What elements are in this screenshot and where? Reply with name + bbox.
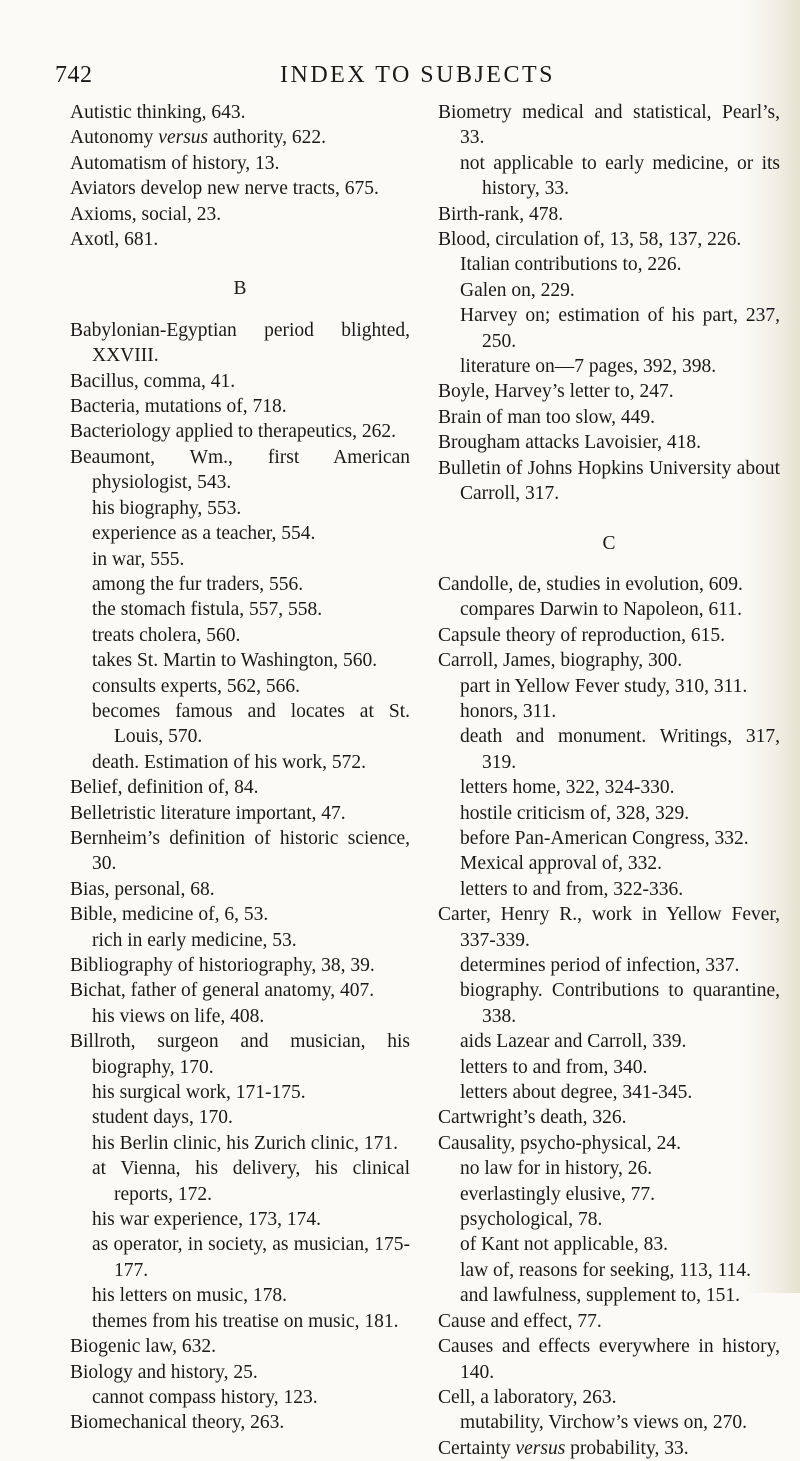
entry-text: Biometry medical and statistical, Pearl’s, 33. [438, 102, 780, 149]
entry-text: Autistic thinking, 643. [70, 102, 246, 123]
index-entry [438, 623, 780, 648]
entry-text: Brain of man too slow, 449. [438, 406, 656, 428]
italic-text: versus [158, 127, 209, 149]
index-subentry [438, 303, 780, 354]
entry-text: Birth-rank, 478. [438, 203, 564, 225]
entry-text: Italian contributions to, 226. [460, 254, 682, 276]
index-subentry [70, 648, 410, 673]
index-subentry [70, 1385, 410, 1410]
entry-text: Belief, definition of, 84. [70, 777, 259, 799]
index-entry [70, 826, 410, 877]
entry-text: Causes and effects everywhere in history, 140. [438, 1336, 780, 1383]
index-subentry [70, 597, 410, 622]
entry-text: B [233, 278, 247, 300]
entry-text: Bacillus, comma, 41. [70, 370, 236, 392]
index-entry [438, 202, 780, 227]
entry-text: compares Darwin to Napoleon, 611. [460, 599, 742, 621]
index-entry [438, 1309, 780, 1334]
index-entry [70, 100, 410, 125]
index-subentry [438, 1283, 780, 1308]
entry-text: Axioms, social, 23. [70, 203, 222, 225]
index-column-left [70, 100, 410, 1436]
index-entry [438, 379, 780, 404]
index-entry [70, 1334, 410, 1359]
index-subentry [70, 1207, 410, 1232]
index-subentry [70, 1004, 410, 1029]
index-subentry [70, 623, 410, 648]
entry-text: student days, 170. [92, 1107, 233, 1129]
entry-text: takes St. Martin to Washington, 560. [92, 650, 378, 672]
entry-text: mutability, Virchow’s views on, 270. [460, 1412, 747, 1434]
index-entry [70, 445, 410, 496]
entry-text: cannot compass history, 123. [92, 1386, 318, 1408]
entry-text: Aviators develop new nerve tracts, 675. [70, 178, 379, 200]
entry-text: letters to and from, 322-336. [460, 878, 684, 900]
index-entry [70, 978, 410, 1003]
entry-text: at Vienna, his delivery, his clinical reports, 172. [92, 1158, 410, 1205]
entry-text: Biology and history, 25. [70, 1361, 258, 1383]
index-subentry [70, 1156, 410, 1207]
entry-text: Belletristic literature important, 47. [70, 802, 346, 824]
entry-text: themes from his treatise on music, 181. [92, 1310, 399, 1332]
index-subentry [70, 674, 410, 699]
index-subentry [438, 278, 780, 303]
index-column-right [438, 100, 780, 1461]
index-entry [70, 151, 410, 176]
entry-text: letters to and from, 340. [460, 1056, 648, 1078]
page-number: 742 [55, 62, 93, 88]
index-subentry [438, 674, 780, 699]
entry-text: Cause and effect, 77. [438, 1310, 602, 1332]
index-subentry [70, 1105, 410, 1130]
index-subentry [438, 724, 780, 775]
entry-text: Bacteriology applied to therapeutics, 262. [70, 421, 396, 443]
entry-text: no law for in history, 26. [460, 1158, 653, 1180]
entry-text: everlastingly elusive, 77. [460, 1183, 655, 1205]
index-entry [70, 1360, 410, 1385]
index-entry [70, 775, 410, 800]
index-subentry [70, 928, 410, 953]
index-subentry [70, 521, 410, 546]
index-entry [438, 1334, 780, 1385]
entry-text: Autonomy [70, 127, 159, 149]
entry-text: Carroll, James, biography, 300. [438, 650, 683, 672]
entry-text: authority, 622. [208, 127, 327, 149]
index-subentry [438, 1182, 780, 1207]
index-subentry [70, 1309, 410, 1334]
entry-text: Bulletin of Johns Hopkins University about Carroll, 317. [438, 457, 780, 505]
index-entry [70, 227, 410, 252]
index-subentry [438, 953, 780, 978]
index-subentry [438, 151, 780, 202]
entry-text: not applicable to early medicine, or its history, 33. [460, 152, 780, 200]
index-subentry [70, 496, 410, 521]
italic-text: versus [515, 1437, 566, 1459]
entry-text: Brougham attacks Lavoisier, 418. [438, 432, 701, 454]
index-subentry [438, 1410, 780, 1435]
entry-text: Cartwright’s death, 326. [438, 1107, 627, 1129]
index-subentry [438, 978, 780, 1029]
index-entry [438, 902, 780, 953]
entry-text: treats cholera, 560. [92, 624, 241, 646]
entry-text: Automatism of history, 13. [70, 152, 280, 174]
entry-text: Bacteria, mutations of, 718. [70, 396, 287, 418]
entry-text: Biogenic law, 632. [70, 1336, 217, 1358]
index-subentry [438, 252, 780, 277]
index-entry [70, 1029, 410, 1080]
index-entry [70, 877, 410, 902]
entry-text: his views on life, 408. [92, 1005, 265, 1027]
entry-text: Bernheim’s definition of historic science, 30. [70, 827, 410, 875]
entry-text: his letters on music, 178. [92, 1285, 287, 1307]
index-subentry [438, 826, 780, 851]
index-subentry [70, 1232, 410, 1283]
entry-text: C [602, 532, 616, 554]
index-subentry [438, 877, 780, 902]
index-subentry [438, 775, 780, 800]
entry-text: aids Lazear and Carroll, 339. [460, 1031, 687, 1053]
entry-text: Bichat, father of general anatomy, 407. [70, 980, 375, 1002]
entry-text: Mexical approval of, 332. [460, 853, 662, 875]
index-entry [438, 1385, 780, 1410]
index-subentry [438, 1232, 780, 1257]
entry-text: of Kant not applicable, 83. [460, 1234, 668, 1256]
entry-text: Harvey on; estimation of his part, 237, 250. [460, 305, 780, 352]
section-letter [70, 276, 410, 301]
entry-text: Galen on, 229. [460, 279, 575, 301]
index-subentry [70, 1080, 410, 1105]
entry-text: Capsule theory of reproduction, 615. [438, 624, 726, 646]
entry-text: in war, 555. [92, 548, 185, 570]
index-entry [70, 202, 410, 227]
index-entry [70, 125, 410, 150]
entry-text: death and monument. Writings, 317, 319. [460, 726, 780, 773]
entry-text: letters about degree, 341-345. [460, 1082, 693, 1104]
entry-text: becomes famous and locates at St. Louis, 570. [92, 700, 410, 748]
index-subentry [438, 354, 780, 379]
entry-text: experience as a teacher, 554. [92, 523, 316, 545]
index-entry [438, 100, 780, 151]
index-entry [70, 953, 410, 978]
entry-text: Boyle, Harvey’s letter to, 247. [438, 381, 674, 403]
index-entry [438, 1131, 780, 1156]
index-entry [70, 801, 410, 826]
index-subentry [70, 1131, 410, 1156]
entry-text: before Pan-American Congress, 332. [460, 827, 749, 849]
entry-text: his surgical work, 171-175. [92, 1082, 306, 1104]
entry-text: Bibliography of historiography, 38, 39. [70, 955, 375, 976]
entry-text: Biomechanical theory, 263. [70, 1412, 285, 1434]
index-subentry [70, 1283, 410, 1308]
entry-text: Certainty [438, 1437, 516, 1459]
index-subentry [438, 851, 780, 876]
section-letter [438, 531, 780, 556]
index-subentry [438, 1055, 780, 1080]
entry-text: Cell, a laboratory, 263. [438, 1386, 617, 1408]
entry-text: determines period of infection, 337. [460, 955, 740, 976]
entry-text: Beaumont, Wm., first American physiologist, 543. [70, 446, 410, 494]
index-entry [438, 456, 780, 507]
entry-text: psychological, 78. [460, 1209, 603, 1231]
index-entry [438, 648, 780, 673]
entry-text: Billroth, surgeon and musician, his biography, 170. [70, 1031, 410, 1078]
index-subentry [70, 699, 410, 750]
entry-text: his biography, 553. [92, 497, 242, 519]
entry-text: biography. Contributions to quarantine, 338. [460, 980, 780, 1027]
entry-text: Carter, Henry R., work in Yellow Fever, 337-339. [438, 904, 780, 951]
index-entry [70, 318, 410, 369]
index-subentry [438, 597, 780, 622]
running-head: INDEX TO SUBJECTS [280, 62, 555, 88]
index-entry [438, 405, 780, 430]
index-entry [70, 419, 410, 444]
index-subentry [70, 547, 410, 572]
entry-text: Candolle, de, studies in evolution, 609. [438, 573, 743, 595]
entry-text: his war experience, 173, 174. [92, 1209, 322, 1231]
entry-text: literature on—7 pages, 392, 398. [460, 356, 717, 378]
entry-text: hostile criticism of, 328, 329. [460, 802, 690, 824]
entry-text: among the fur traders, 556. [92, 573, 304, 595]
index-entry [70, 902, 410, 927]
entry-text: the stomach fistula, 557, 558. [92, 599, 323, 621]
entry-text: and lawfulness, supplement to, 151. [460, 1285, 740, 1307]
index-entry [438, 1105, 780, 1130]
index-subentry [70, 572, 410, 597]
entry-text: consults experts, 562, 566. [92, 675, 300, 697]
entry-text: honors, 311. [460, 700, 557, 722]
entry-text: probability, 33. [565, 1437, 689, 1459]
index-entry [438, 572, 780, 597]
entry-text: as operator, in society, as musician, 175-177. [92, 1234, 410, 1281]
index-entry [438, 430, 780, 455]
entry-text: Babylonian-Egyptian period blighted, XXVIII. [70, 319, 410, 367]
entry-text: Bible, medicine of, 6, 53. [70, 904, 269, 926]
index-subentry [438, 1156, 780, 1181]
index-entry [70, 176, 410, 201]
entry-text: Blood, circulation of, 13, 58, 137, 226. [438, 229, 742, 251]
entry-text: letters home, 322, 324-330. [460, 777, 675, 799]
index-entry [438, 1436, 780, 1461]
entry-text: death. Estimation of his work, 572. [92, 751, 367, 773]
entry-text: rich in early medicine, 53. [92, 929, 297, 951]
index-entry [70, 394, 410, 419]
index-subentry [438, 1207, 780, 1232]
entry-text: Axotl, 681. [70, 229, 159, 251]
index-subentry [438, 1029, 780, 1054]
index-subentry [70, 750, 410, 775]
index-entry [70, 1410, 410, 1435]
index-entry [438, 227, 780, 252]
index-subentry [438, 699, 780, 724]
page-header [55, 62, 780, 98]
entry-text: his Berlin clinic, his Zurich clinic, 171. [92, 1132, 398, 1154]
entry-text: Causality, psycho-physical, 24. [438, 1132, 681, 1154]
index-subentry [438, 801, 780, 826]
index-subentry [438, 1080, 780, 1105]
index-subentry [438, 1258, 780, 1283]
index-entry [70, 369, 410, 394]
entry-text: Bias, personal, 68. [70, 878, 215, 900]
entry-text: part in Yellow Fever study, 310, 311. [460, 675, 748, 697]
entry-text: law of, reasons for seeking, 113, 114. [460, 1259, 751, 1281]
